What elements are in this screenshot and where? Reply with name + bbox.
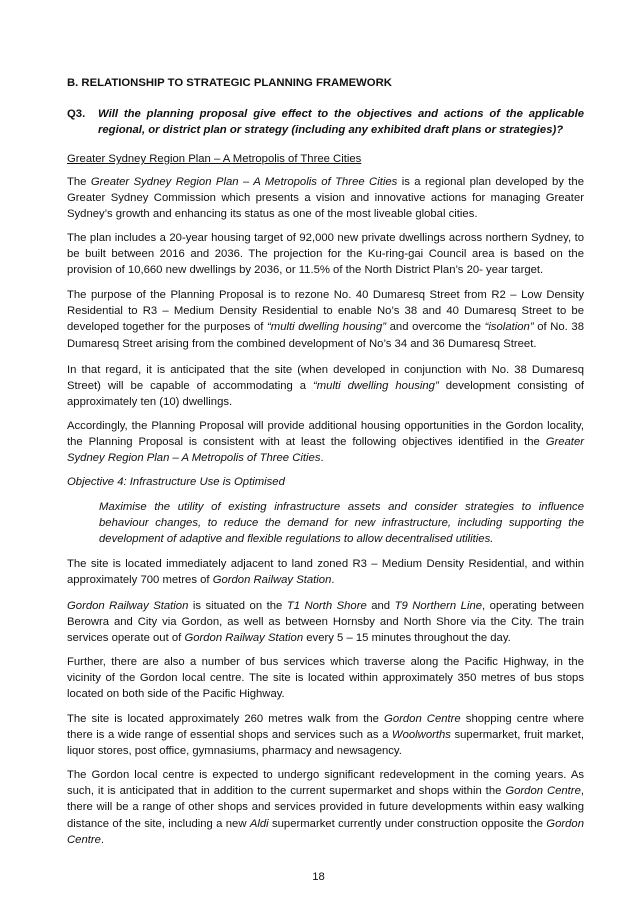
- question-text: Will the planning proposal give effect to the objectives and actions of the applicable regional, or district plan or strategy (including any exhibited draft plans or strategies)?: [98, 108, 584, 137]
- objective-text: Maximise the utility of existing infrastructure assets and consider strategies to influence behaviour changes, to reduce the demand for new infrastructure, including supporting the development of adaptive and flexible regulations to allow decentralised utilities.: [99, 501, 584, 546]
- p3-quote-2: “isolation”: [484, 321, 534, 334]
- p10-gordon-centre-1: Gordon Centre: [505, 785, 581, 798]
- p3-text-c: and overcome the: [386, 321, 485, 334]
- p9-text-c: shopping centre where there is a wide range of essential shops and services such as a: [67, 713, 584, 742]
- p10-text-a: The Gordon local centre is expected to undergo significant redevelopment in the coming years. As such, it is anticipated that in addition to the current supermarket and shops within the: [67, 769, 584, 798]
- p3-quote-1: “multi dwelling housing”: [267, 321, 387, 334]
- p1-text-a: The: [67, 176, 91, 188]
- p9-text-e: supermarket, fruit market, liquor stores, post office, gymnasiums, pharmacy and newsagency.: [67, 729, 584, 758]
- paragraph-9: [67, 711, 584, 760]
- p9-gordon-centre: Gordon Centre: [384, 713, 461, 725]
- paragraph-6: [67, 556, 584, 588]
- p5-text-a: Accordingly, the Planning Proposal will provide additional housing opportunities in the Gordon locality, the Planning Proposal is consistent with at least the following objectives identified in the: [67, 420, 584, 449]
- question: [67, 106, 584, 138]
- p4-text-c: development consisting of approximately ten (10) dwellings.: [67, 380, 584, 409]
- p6-text-a: The site is located immediately adjacent to land zoned R3 – Medium Density Residential, and within approximately 700 metres of: [67, 558, 584, 587]
- p7-text-b: is situated on the: [188, 600, 287, 612]
- p5-plan-title: Greater Sydney Region Plan – A Metropolis of Three Cities: [67, 436, 584, 465]
- p4-text-a: In that regard, it is anticipated that the site (when developed in conjunction with No. 38 Dumaresq Street) will be capable of accommodating a: [67, 364, 584, 393]
- paragraph-2: The plan includes a 20-year housing target of 92,000 new private dwellings across northern Sydney, to be built between 2016 and 2036. The projection for the Ku-ring-gai Council area is based on the provision of 10,660 new dwellings by 2036, or 11.5% of the North District Plan’s 20- year target.: [67, 232, 584, 277]
- p10-text-c: , there will be a range of other shops and services provided in future developments within easy walking distance of the site, including a new: [67, 785, 584, 830]
- p6-text-c: .: [331, 574, 335, 587]
- p4-quote: “multi dwelling housing”: [313, 380, 439, 393]
- p7-text-f: , operating between Berowra and City via Gordon, as well as between Hornsby and North Shore via the City. The train services operate out of: [67, 600, 584, 645]
- paragraph-3: [67, 287, 584, 352]
- p1-plan-title: Greater Sydney Region Plan – A Metropolis of Three Cities: [90, 176, 398, 188]
- p3-text-a: The purpose of the Planning Proposal is to rezone No. 40 Dumaresq Street from R2 – Low Density Residential to R3 – Medium Density Residential to enable No’s 38 and 40 Dumaresq Street to be developed together for the purposes of: [67, 289, 584, 334]
- p7-line-t1: T1 North Shore: [286, 600, 367, 612]
- question-number: Q3.: [67, 108, 86, 120]
- p7-station-2: Gordon Railway Station: [184, 632, 304, 645]
- p7-station-1: Gordon Railway Station: [67, 600, 189, 612]
- objective-heading: Objective 4: Infrastructure Use is Optimised: [67, 476, 285, 488]
- p3-text-e: of No. 38 Dumaresq Street arising from the combined development of No’s 34 and 36 Dumaresq Street.: [67, 321, 584, 350]
- p5-text-c: .: [320, 452, 324, 465]
- paragraph-10: [67, 767, 584, 848]
- p10-text-e: supermarket currently under construction opposite the: [268, 817, 547, 830]
- p6-station: Gordon Railway Station: [212, 574, 332, 587]
- paragraph-1: [67, 174, 584, 223]
- paragraph-5: [67, 418, 584, 467]
- p10-gordon-centre-2: Gordon Centre: [67, 817, 584, 846]
- p1-text-c: is a regional plan developed by the Greater Sydney Commission which presents a vision and innovative actions for managing Greater Sydney’s growth and enhancing its status as one of the most liveable global cities.: [67, 176, 585, 221]
- p7-line-t9: T9 Northern Line: [394, 600, 483, 612]
- p7-text-h: every 5 – 15 minutes throughout the day.: [303, 632, 511, 645]
- paragraph-7: [67, 598, 584, 647]
- p10-text-g: .: [100, 833, 105, 846]
- p7-text-d: and: [366, 600, 395, 612]
- subheading: Greater Sydney Region Plan – A Metropolis of Three Cities: [67, 153, 362, 165]
- page-number: 18: [312, 871, 325, 883]
- p9-text-a: The site is located approximately 260 metres walk from the: [67, 713, 385, 725]
- p10-aldi: Aldi: [249, 817, 269, 830]
- p9-woolworths: Woolworths: [391, 729, 451, 742]
- section-heading: B. RELATIONSHIP TO STRATEGIC PLANNING FRAMEWORK: [67, 77, 392, 89]
- paragraph-8: Further, there are also a number of bus services which traverse along the Pacific Highway, in the vicinity of the Gordon local centre. The site is located within approximately 350 metres of bus stops located on both side of the Pacific Highway.: [67, 656, 584, 701]
- paragraph-4: [67, 362, 584, 411]
